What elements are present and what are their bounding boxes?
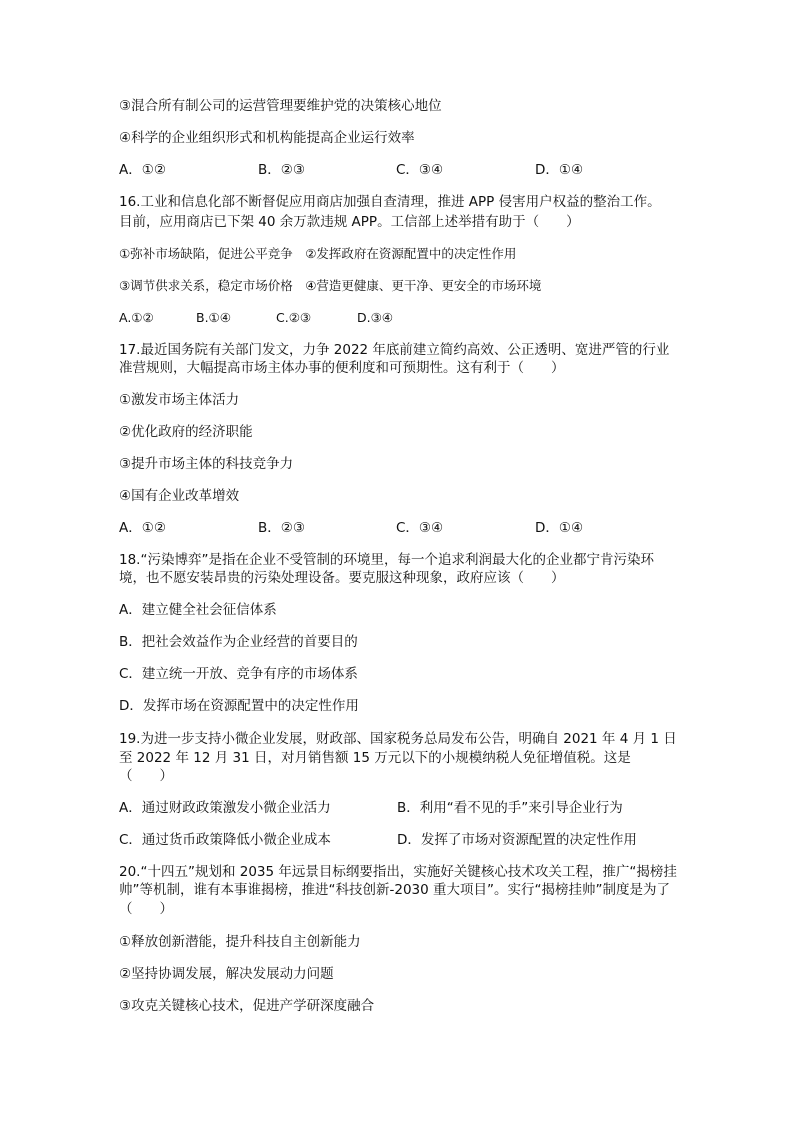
q18-option-d[interactable]: D．发挥市场在资源配置中的决定性作用 (119, 698, 359, 714)
q20-blank: （ ） (119, 901, 173, 917)
q20-item3: ③攻克关键核心技术，促进产学研深度融合 (119, 998, 375, 1014)
q17-item2: ②优化政府的经济职能 (119, 424, 253, 440)
q19-stem-line2: 至 2022 年 12 月 31 日，对月销售额 15 万元以下的小规模纳税人免征增值税。这是 (119, 750, 631, 766)
q15-option-a[interactable]: A．①② (119, 162, 166, 178)
q17-option-b[interactable]: B．②③ (258, 520, 305, 536)
q20-stem-line1: 20.“十四五”规划和 2035 年远景目标纲要指出，实施好关键核心技术攻关工程，推广“揭榜挂 (119, 864, 677, 880)
q17-item3: ③提升市场主体的科技竞争力 (119, 456, 294, 472)
q18-stem-line1: 18.“污染博弈”是指在企业不受管制的环境里，每一个追求利润最大化的企业都宁肯污染环 (119, 552, 654, 568)
q18-stem-line2: 境，也不愿安装昂贵的污染处理设备。要克服这种现象，政府应该（ ） (119, 570, 565, 586)
q16-choice-row1: ①弥补市场缺陷，促进公平竞争 ②发挥政府在资源配置中的决定性作用 (119, 246, 517, 261)
q16-stem-line1: 16.工业和信息化部不断督促应用商店加强自查清理，推进 APP 侵害用户权益的整治工作。 (119, 194, 661, 210)
q19-blank: （ ） (119, 768, 173, 784)
q16-choice-row2: ③调节供求关系，稳定市场价格 ④营造更健康、更干净、更安全的市场环境 (119, 278, 542, 293)
q18-option-b[interactable]: B．把社会效益作为企业经营的首要目的 (119, 634, 358, 650)
q20-item1: ①释放创新潜能，提升科技自主创新能力 (119, 934, 361, 950)
q17-item1: ①激发市场主体活力 (119, 392, 240, 408)
q16-option-d[interactable]: D.③④ (357, 310, 394, 325)
q16-stem-line2: 目前，应用商店已下架 40 余万款违规 APP。工信部上述举措有助于（ ） (119, 214, 580, 230)
q18-option-a[interactable]: A．建立健全社会征信体系 (119, 602, 277, 618)
q16-option-b[interactable]: B.①④ (196, 310, 231, 325)
q17-option-a[interactable]: A．①② (119, 520, 166, 536)
q17-item4: ④国有企业改革增效 (119, 488, 240, 504)
q16-option-a[interactable]: A.①② (119, 310, 154, 325)
q17-stem-line1: 17.最近国务院有关部门发文，力争 2022 年底前建立简约高效、公正透明、宽进严管的行业 (119, 342, 670, 358)
q15-item4: ④科学的企业组织形式和机构能提高企业运行效率 (119, 130, 415, 146)
q17-stem-line2: 准营规则，大幅提高市场主体办事的便利度和可预期性。这有利于（ ） (119, 360, 565, 376)
q15-option-d[interactable]: D．①④ (535, 162, 584, 178)
q15-option-b[interactable]: B．②③ (258, 162, 305, 178)
q17-option-d[interactable]: D．①④ (535, 520, 584, 536)
q20-stem-line2: 帅”等机制，谁有本事谁揭榜，推进“科技创新-2030 重大项目”。实行“揭榜挂帅”制度是为了 (119, 882, 670, 898)
q19-option-b[interactable]: B．利用“看不见的手”来引导企业行为 (397, 800, 623, 816)
q15-option-c[interactable]: C．③④ (396, 162, 444, 178)
q15-item3: ③混合所有制公司的运营管理要维护党的决策核心地位 (119, 98, 442, 114)
q17-option-c[interactable]: C．③④ (396, 520, 444, 536)
q20-item2: ②坚持协调发展，解决发展动力问题 (119, 966, 334, 982)
q16-option-c[interactable]: C.②③ (276, 310, 312, 325)
q19-option-d[interactable]: D．发挥了市场对资源配置的决定性作用 (397, 832, 637, 848)
q18-option-c[interactable]: C．建立统一开放、竞争有序的市场体系 (119, 666, 358, 682)
q19-stem-line1: 19.为进一步支持小微企业发展，财政部、国家税务总局发布公告，明确自 2021 年 4 月 1 日 (119, 731, 677, 747)
q19-option-c[interactable]: C．通过货币政策降低小微企业成本 (119, 832, 331, 848)
q19-option-a[interactable]: A．通过财政政策激发小微企业活力 (119, 800, 331, 816)
